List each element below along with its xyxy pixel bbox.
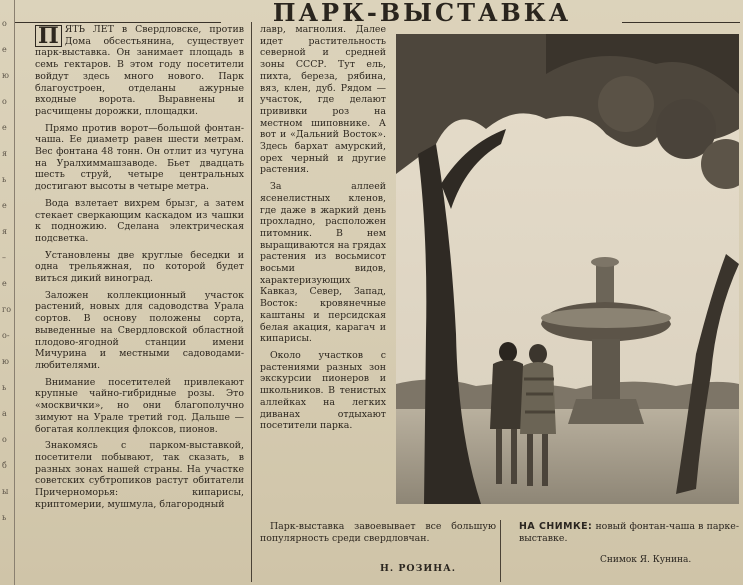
sidebar-fragment: ь xyxy=(2,513,7,522)
sidebar-fragment: ю xyxy=(2,357,9,366)
paragraph: лавр, магнолия. Далее идет растительность северной и средней зоны СССР. Тут ель, пихта, береза, рябина, вяз, клен, дуб. Рядом — участок, где делают прививки роз на местном шиповнике. А вот и «Дальний Восток». Здесь бархат амурский, орех черный и другие растения. xyxy=(260,24,386,176)
paragraph: За аллеей ясенелистных кленов, где даже в жаркий день прохладно, расположен питомник. В нем выращиваются на грядах растения из восьмисот восьми видов, характеризующих Кавказ, Север, Запад, Восток: кровянечные каштаны и персидская белая акация, карагач и кипарисы. xyxy=(260,181,386,345)
sidebar-fragment: ь xyxy=(2,175,7,184)
paragraph: Около участков с растениями разных зон экскурсии пионеров и школьников. В тенистых аллейках на легких диванах отдыхают посетители парка. xyxy=(260,349,386,432)
sidebar-fragment: о xyxy=(2,97,7,106)
sidebar-fragment: е xyxy=(2,45,7,54)
photo-credit: Снимок Я. Кунина. xyxy=(600,555,692,565)
article-column-1 xyxy=(35,24,244,515)
caption-divider xyxy=(500,520,501,582)
paragraph: Установлены две круглые беседки и одна трельяжная, по которой будет виться дикий виноград. xyxy=(35,249,244,285)
sidebar-fragment: я xyxy=(2,227,8,236)
paragraph: Вода взлетает вихрем брызг, а затем стекает сверкающим каскадом из чашки к подножию. Сделана электрическая подсветка. xyxy=(35,197,244,244)
sidebar-fragment: е xyxy=(2,123,7,132)
sidebar-fragment: го xyxy=(2,305,12,314)
author-signature: Н. РОЗИНА. xyxy=(380,563,456,574)
photo-caption xyxy=(519,521,739,545)
dropcap-letter: П xyxy=(35,25,62,47)
article-title: ПАРК-ВЫСТАВКА xyxy=(272,0,572,27)
sidebar-fragment: о- xyxy=(2,331,10,340)
paragraph: Заложен коллекционный участок растений, новых для садоводства Урала сортов. В основу положены сорта, выведенные на Свердловской областной плодово-ягодной станции имени Мичурина и местными садоводами-любителями. xyxy=(35,289,244,371)
sidebar-fragment: о xyxy=(2,435,7,444)
adjacent-column-fragment xyxy=(0,0,15,585)
caption-label: НА СНИМКЕ: xyxy=(519,521,593,532)
paragraph: П ЯТЬ ЛЕТ в Свердловске, против Дома обсестьянина, существует парк-выставка. Он занимает площадь в семь гектаров. В этом году посетители войдут здесь много нового. Парк благоустроен, отделаны ажурные входные ворота. Выравнены и расчищены дорожки, площадки. xyxy=(35,23,244,117)
title-rule-right xyxy=(622,22,740,23)
caption-text: новый фонтан-чаша в парке-выставке. xyxy=(519,521,740,544)
sidebar-fragment: ю xyxy=(2,71,9,80)
photo-illustration xyxy=(396,34,739,504)
article-column-2 xyxy=(260,24,386,437)
paragraph: Знакомясь с парком-выставкой, посетители побывают, так сказать, в разных зонах нашей страны. На участке советских субтропиков растут обитатели Причерноморья: кипарисы, криптомерии, мушмула, благородный xyxy=(35,440,244,510)
sidebar-fragment: о xyxy=(2,19,7,28)
fountain-photo xyxy=(396,34,739,504)
closing-paragraph: Парк-выставка завоевывает все большую популярность среди свердловчан. xyxy=(260,521,496,544)
sidebar-fragment: ь xyxy=(2,383,7,392)
sidebar-fragment: – xyxy=(2,253,6,262)
column-divider xyxy=(251,22,252,582)
paragraph: Внимание посетителей привлекают крупные чайно-гибридные розы. Это «москвички», но они благополучно зимуют на Урале третий год. Дальше — богатая коллекция флоксов, пионов. xyxy=(35,376,244,435)
sidebar-fragment: ы xyxy=(2,487,9,496)
sidebar-fragment: б xyxy=(2,461,7,470)
paragraph: Прямо против ворот—большой фонтан-чаша. Ее диаметр равен шести метрам. Вес фонтана 48 тонн. Он отлит из чугуна на Уралхиммашзаводе. Бьет двадцать шесть струй, четыре центральных достигают высоты в четыре метра. xyxy=(35,122,244,193)
sidebar-fragment: а xyxy=(2,409,7,418)
sidebar-fragment: я xyxy=(2,149,8,158)
sidebar-fragment: е xyxy=(2,279,7,288)
sidebar-fragment: е xyxy=(2,201,7,210)
